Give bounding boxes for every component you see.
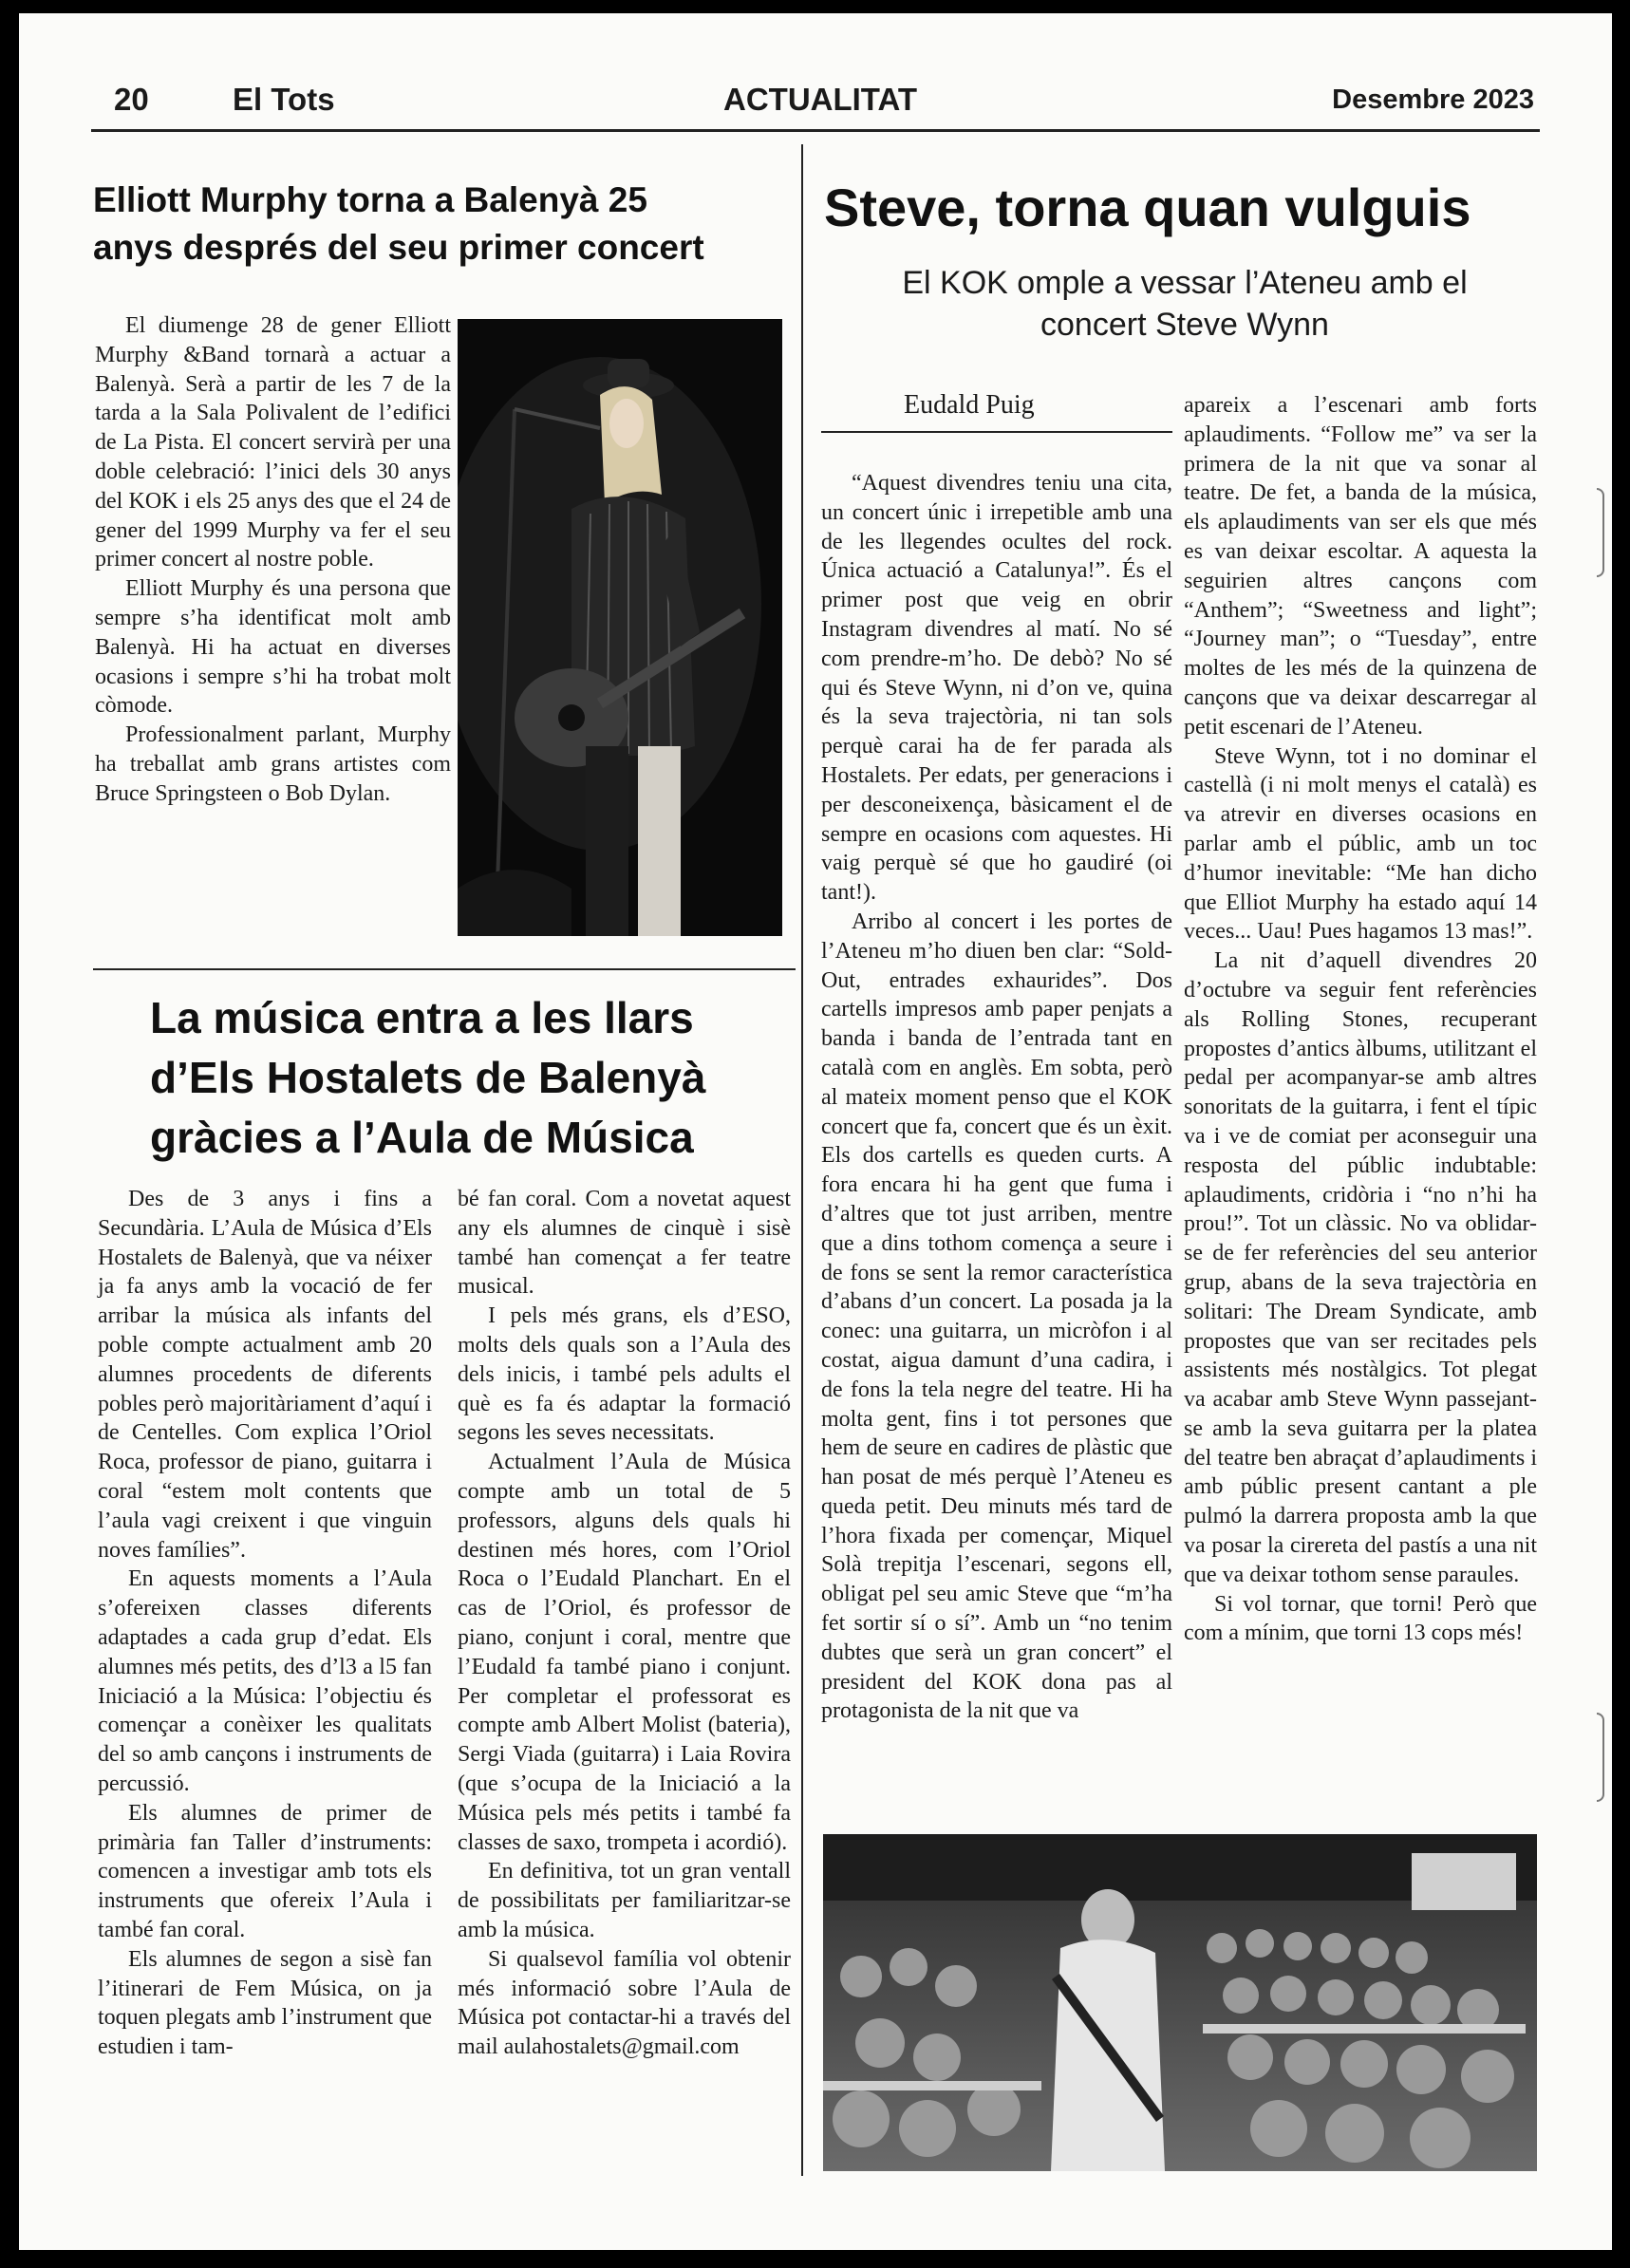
article1-body	[95, 311, 451, 809]
article2-paragraph: Actualment l’Aula de Música compte amb un total de 5 professors, alguns dels quals hi destinen més hores, com l’Oriol Roca o l’Eudald Planchart. En el cas de l’Oriol, és professor de piano, conjunt i coral, mentre que l’Eudald fa també piano i conjunt. Per completar el professorat es compte amb Albert Molist (bateria), Sergi Viada (guitarra) i Laia Rovira (que s’ocupa de la Iniciació a la Música pels més petits i també fa classes de saxo, trompeta i acordió).	[458, 1450, 791, 1855]
article2-paragraph: bé fan coral. Com a novetat aquest any els alumnes de cinquè i sisè també han començat a fer teatre musical.	[458, 1187, 791, 1300]
binder-mark	[1597, 488, 1604, 577]
article3-subtitle-line: concert Steve Wynn	[1040, 307, 1329, 343]
newspaper-page	[19, 13, 1612, 2250]
article3-paragraph: La nit d’aquell divendres 20 d’octubre va seguir fent referències als Rolling Stones, recuperant propostes d’antics àlbums, utilitzant el pedal per acompanyar-se amb altres sonoritats de la guitarra, i fent el típic va i ve de comiat per aconseguir una resposta del públic indubtable: aplaudiments, cridòria i “no n’hi ha prou!”. Tot un clàssic. No va oblidar-se de fer referències del seu anterior grup, abans de la seva trajectòria en solitari: The Dream Syndicate, amb propostes que van ser recitades pels assistents més nostàlgics. Tot plegat va acabar amb Steve Wynn passejant-se amb la seva guitarra per la platea del teatre ben abraçat d’aplaudiments i amb públic present cantant a ple pulmó la darrera proposta amb la que va posar la cirereta del pastís a una nit que va deixar tothom sense paraules.	[1184, 948, 1537, 1587]
article2-paragraph: Els alumnes de segon a sisè fan l’itinerari de Fem Música, on ja toquen plegats amb l’instrument que estudien i tam-	[98, 1946, 432, 2060]
page-header	[93, 82, 1536, 125]
article3-title-text: Steve, torna quan vulguis	[824, 178, 1471, 237]
issue-date: Desembre 2023	[1332, 84, 1534, 115]
page-number: 20	[114, 82, 149, 117]
article1-title-line: Elliott Murphy torna a Balenyà 25	[93, 180, 647, 219]
article3-column-1	[821, 469, 1172, 1726]
article2-title-line: d’Els Hostalets de Balenyà	[150, 1053, 706, 1102]
binder-mark	[1597, 1713, 1604, 1802]
author-rule	[821, 431, 1172, 433]
article1-paragraph: El diumenge 28 de gener Elliott Murphy &Band tornarà a actuar a Balenyà. Serà a partir de les 7 de la tarda a la Sala Polivalent de l’edifici de La Pista. El concert servirà per una doble celebració: l’inici dels 30 anys del KOK i els 25 anys des que el 24 de gener del 1999 Murphy va fer el seu primer concert al nostre poble.	[95, 313, 451, 572]
article2-title-line: gràcies a l’Aula de Música	[150, 1113, 694, 1162]
article2-column-2	[458, 1185, 791, 2062]
article3-paragraph: Steve Wynn, tot i no dominar el castellà (i ni molt menys el català) es va atrevir en diverses ocasions en parlar amb el públic, amb un toc d’humor inevitable: “Me han dicho que Elliot Murphy ha estado aquí 14 veces... Uau! Pues hagamos 13 mas!”.	[1184, 743, 1537, 945]
article2-paragraph: Si qualsevol família vol obtenir més informació sobre l’Aula de Música pot contactar-hi a través del mail aulahostalets@gmail.com	[458, 1946, 791, 2060]
article3-subtitle	[824, 262, 1546, 346]
article2-paragraph: Els alumnes de primer de primària fan Taller d’instruments: comencen a investigar amb tots els instruments que ofereix l’Aula i també fan coral.	[98, 1800, 432, 1942]
article3-author: Eudald Puig	[904, 390, 1035, 420]
article2-paragraph: I pels més grans, els d’ESO, molts dels quals son a l’Aula des dels inicis, i també pels adults el què es fa és adaptar la formació segons les seves necessitats.	[458, 1303, 791, 1446]
article-separator	[93, 968, 796, 970]
article2-paragraph: En definitiva, tot un gran ventall de possibilitats per familiaritzar-se amb la música.	[458, 1859, 791, 1942]
article1-title-line: anys després del seu primer concert	[93, 228, 704, 267]
article3-paragraph: Arribo al concert i les portes de l’Ateneu m’ho diuen ben clar: “Sold-Out, entrades exhaurides”. Dos cartells impresos amb paper penjats a banda i banda de l’entrada tant en català com en anglès. Em sobta, però al mateix moment penso que el KOK concert que fa, concert que és un èxit. Els dos cartells es queden curts. A fora encara hi ha gent que fuma i d’altres que tot just arriben, mentre que a dins tothom comença a seure i de fons se sent la remor característica d’abans d’un concert. La posada ja la conec: una guitarra, un micròfon i al costat, aigua damunt d’una cadira, i de fons la tela negre del teatre. Hi ha molta gent, fins i tot persones que hem de seure en cadires de plàstic que han posat de més perquè l’Ateneu es queda petit. Deu minuts més tard de l’hora fixada per començar, Miquel Solà trepitja l’escenari, segons ell, obligat pel seu amic Steve que “m’ha fet sortir sí o sí”. Amb un “no tenim dubtes que serà un gran concert” el president del KOK dona pas al protagonista de la nit que va	[821, 909, 1172, 1724]
article3-title	[824, 175, 1546, 241]
article2-paragraph: En aquests moments a l’Aula s’ofereixen classes diferents adaptades a cada grup d’edat. Els alumnes més petits, des d’l3 a l5 fan Iniciació a la Música: l’objectiu és començar a conèixer les qualitats del so amb cançons i instruments de percussió.	[98, 1566, 432, 1796]
article3-subtitle-line: El KOK omple a vessar l’Ateneu amb el	[902, 265, 1468, 301]
column-divider	[801, 144, 803, 2176]
article2-title-line: La música entra a les llars	[150, 993, 694, 1042]
article3-paragraph: Si vol tornar, que torni! Però que com a mínim, que torni 13 cops més!	[1184, 1591, 1537, 1646]
article2-title	[150, 988, 796, 1168]
header-rule	[91, 129, 1540, 132]
section-name: ACTUALITAT	[723, 82, 918, 117]
elliott-murphy-photo	[458, 319, 782, 936]
article1-title	[93, 177, 796, 272]
article2-paragraph: Des de 3 anys i fins a Secundària. L’Aula de Música d’Els Hostalets de Balenyà, que va néixer ja fa anys amb la vocació de fer arribar la música als infants del poble compte actualment amb 20 alumnes procedents de diferents pobles però majoritàriament d’aquí i de Centelles. Com explica l’Oriol Roca, professor de piano, guitarra i coral “estem molt contents que l’aula vagi creixent i que vinguin noves famílies”.	[98, 1187, 432, 1563]
article3-paragraph: apareix a l’escenari amb forts aplaudiments. “Follow me” va ser la primera de la nit que va sonar al teatre. De fet, a banda de la música, els aplaudiments van ser els que més es van deixar escoltar. A aquesta la seguirien altres cançons com “Anthem”; “Sweetness and light”; “Journey man”; o “Tuesday”, entre moltes de les més de la quinzena de cançons que va deixar descarregar al petit escenari de l’Ateneu.	[1184, 393, 1537, 740]
steve-wynn-audience-photo	[823, 1834, 1537, 2171]
article1-paragraph: Elliott Murphy és una persona que sempre s’ha identificat molt amb Balenyà. Hi ha actuat en diverses ocasions i sempre s’hi ha trobat molt còmode.	[95, 576, 451, 719]
article3-paragraph: “Aquest divendres teniu una cita, un concert únic i irrepetible amb una de les llegendes ocultes del rock. Única actuació a Catalunya!”. És el primer post que veig en obrir Instagram divendres al matí. No sé com prendre-m’ho. De debò? No sé qui és Steve Wynn, ni d’on ve, quina és la seva trajectòria, ni tan sols perquè carai ha de fer parada als Hostalets. Per edats, per generacions i per desconeixença, bàsicament el de sempre en ocasions com aquestes. Hi vaig perquè sé que ho gaudiré (oi tant!).	[821, 471, 1172, 906]
publication-name: El Tots	[233, 82, 335, 117]
article1-paragraph: Professionalment parlant, Murphy ha treballat amb grans artistes com Bruce Springsteen o Bob Dylan.	[95, 722, 451, 806]
article3-column-2	[1184, 391, 1537, 1648]
article2-column-1	[98, 1185, 432, 2062]
